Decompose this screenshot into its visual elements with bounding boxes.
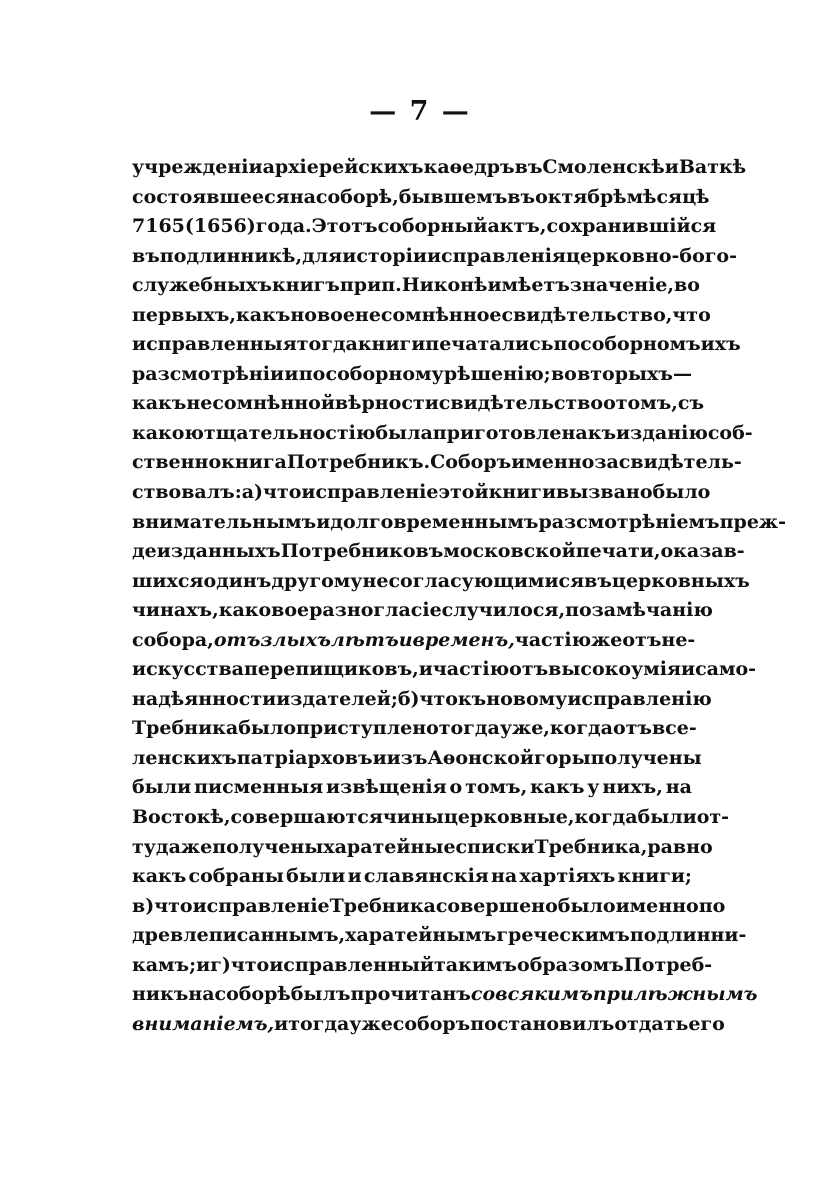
word: была	[375, 421, 433, 444]
word: исправленіе	[301, 481, 439, 504]
word: и	[680, 658, 696, 681]
word: же	[180, 835, 213, 858]
word: и	[316, 510, 331, 533]
word: было	[238, 717, 297, 740]
word: сохранившійся	[546, 215, 717, 238]
word: совершаются	[230, 806, 383, 829]
word: временъ,	[412, 628, 515, 651]
word: томъ,	[615, 392, 678, 415]
text-line	[132, 419, 753, 449]
word: исправленію	[567, 687, 712, 710]
word: хартіяхъ	[519, 865, 616, 888]
word: ственно	[132, 451, 222, 474]
word: Потребникъ.	[286, 451, 431, 474]
word: несогласующимися	[362, 569, 585, 592]
word: частію	[432, 658, 510, 681]
word: на	[188, 983, 215, 1006]
word: приготовлена	[432, 421, 588, 444]
text-line	[132, 744, 702, 774]
text-line	[132, 833, 713, 863]
word: года.	[255, 215, 312, 238]
word: вторыхъ—	[577, 362, 692, 385]
word: соборѣ,	[315, 185, 399, 208]
word: приступлено	[296, 717, 439, 740]
word: исторіи	[342, 244, 427, 267]
word: со	[470, 983, 496, 1006]
text-line	[132, 478, 711, 508]
word: къ	[457, 687, 487, 710]
word: изъ	[386, 746, 428, 769]
word: засвидѣтель-	[594, 451, 742, 474]
word: о	[603, 392, 616, 415]
word: каѳедръ	[423, 156, 515, 178]
word: первыхъ,	[132, 303, 237, 326]
word: высокоумія	[548, 658, 681, 681]
word: изданныхъ	[156, 540, 281, 563]
word: книги	[357, 333, 426, 356]
text-line	[132, 862, 692, 892]
word: Аѳонской	[427, 746, 534, 769]
word: бывшемъ	[398, 185, 508, 208]
word: же	[591, 628, 623, 651]
word: соборномъ	[580, 333, 701, 356]
word: когда	[549, 717, 613, 740]
word: преж-	[719, 510, 786, 533]
word: московской	[443, 540, 576, 563]
word: что	[419, 687, 458, 710]
word: Ваткѣ	[678, 156, 747, 178]
text-line	[132, 508, 786, 538]
word: что	[154, 894, 193, 917]
text-line	[132, 980, 758, 1010]
word: и	[196, 953, 211, 976]
word: равно	[647, 835, 713, 858]
word: этой	[438, 481, 489, 504]
word: нихъ,	[602, 776, 663, 799]
word: лѣтъ	[330, 628, 399, 651]
word: именно	[615, 894, 699, 917]
word: замѣчанію	[591, 599, 713, 622]
word: какъ	[132, 865, 187, 888]
word: книга	[221, 451, 287, 474]
word: исправленныя	[132, 333, 297, 356]
word: октябрѣ	[535, 185, 627, 208]
word: печатались	[425, 333, 554, 356]
word: Востокѣ,	[132, 806, 231, 829]
word: по	[553, 333, 581, 356]
word: что	[672, 303, 711, 326]
word: отъ	[509, 658, 549, 681]
text-line	[132, 360, 692, 390]
word: получены	[212, 835, 324, 858]
text-line	[132, 714, 697, 744]
word: томъ,	[465, 776, 528, 799]
word: другому	[271, 569, 363, 592]
word: каковое	[218, 599, 310, 622]
word: де	[132, 540, 157, 563]
word: архіерейскихъ	[262, 156, 424, 178]
word: соборному	[325, 362, 444, 385]
word: ствовалъ:	[132, 481, 242, 504]
text-line	[132, 1010, 725, 1040]
word: камъ;	[132, 953, 197, 976]
word: горы	[533, 746, 591, 769]
word: соборный	[377, 215, 488, 238]
word: подлинникѣ,	[159, 244, 303, 267]
word: Потреб-	[623, 953, 713, 976]
word: для	[302, 244, 343, 267]
word: печати,	[575, 540, 661, 563]
word: вниманіемъ,	[132, 1012, 275, 1035]
word: какъ	[236, 303, 291, 326]
word: и	[372, 746, 387, 769]
word: оказав-	[660, 540, 745, 563]
word: тогда	[296, 333, 358, 356]
word: случилося,	[441, 599, 566, 622]
text-line	[132, 330, 741, 360]
word: служебныхъ	[132, 274, 272, 297]
word: вѣрности	[334, 392, 439, 415]
word: прилѣжнымъ	[592, 983, 758, 1006]
text-line	[132, 389, 705, 419]
text-line	[132, 242, 737, 272]
word: новому	[486, 687, 568, 710]
word: что	[230, 953, 270, 976]
word: и	[274, 1012, 289, 1035]
word: греческимъ	[496, 924, 630, 947]
word: и	[664, 156, 679, 178]
word: было	[557, 894, 616, 917]
word: писменныя	[194, 776, 324, 799]
word: харатейные	[323, 835, 456, 858]
word: при	[339, 274, 382, 297]
word: мѣсяцѣ	[626, 185, 710, 208]
body-text	[132, 153, 786, 1039]
word: и	[347, 865, 362, 888]
word: злыхъ	[260, 628, 331, 651]
word: состоявшееся	[132, 185, 290, 208]
word: само-	[695, 658, 757, 681]
word: ленскихъ	[132, 746, 237, 769]
word: по	[698, 894, 726, 917]
text-line	[132, 153, 747, 183]
word: во	[674, 274, 700, 297]
word: въ	[132, 244, 160, 267]
word: когда	[574, 806, 638, 829]
word: на	[491, 865, 518, 888]
word: совершено	[435, 894, 558, 917]
word: именно	[511, 451, 595, 474]
text-line	[132, 212, 717, 242]
word: Никонѣ	[401, 274, 488, 297]
word: никъ	[132, 983, 189, 1006]
text-line	[132, 803, 730, 833]
word: исправленіе	[192, 894, 330, 917]
word: во	[550, 362, 577, 385]
word: какъ	[132, 392, 187, 415]
word: соб-	[707, 421, 753, 444]
word: подлинни-	[629, 924, 747, 947]
word: церковныхъ	[611, 569, 750, 592]
word: (1656)	[184, 215, 256, 238]
word: по	[565, 599, 592, 622]
word: п.	[381, 274, 402, 297]
word: перепищиковъ,	[243, 658, 419, 681]
word: въ	[507, 185, 536, 208]
word: надѣянности	[132, 687, 277, 710]
word: были	[286, 865, 346, 888]
word: и	[398, 628, 413, 651]
word: собора,	[132, 628, 214, 651]
word: чинахъ,	[132, 599, 219, 622]
word: разногласіе	[309, 599, 442, 622]
word: г)	[210, 953, 231, 976]
word: образомъ	[517, 953, 624, 976]
word: соборъ	[392, 1012, 471, 1035]
word: а)	[241, 481, 264, 504]
word: Требника	[329, 894, 436, 917]
word: разсмотрѣніи	[132, 362, 285, 385]
page-number: — 7 —	[369, 96, 471, 127]
word: б)	[397, 687, 420, 710]
text-line	[132, 655, 757, 685]
word: уже,	[499, 717, 550, 740]
text-line	[132, 685, 712, 715]
text-line	[132, 567, 750, 597]
word: какою	[132, 421, 204, 444]
text-line	[132, 301, 711, 331]
word: церковно-бого-	[565, 244, 737, 267]
word: шихся	[132, 569, 204, 592]
word: ихъ	[700, 333, 741, 356]
word: были	[132, 776, 192, 799]
word: Смоленскѣ	[542, 156, 665, 178]
word: книги;	[617, 865, 692, 888]
word: были	[637, 806, 697, 829]
word: тогда	[438, 717, 500, 740]
word: что	[263, 481, 302, 504]
word: въ	[584, 569, 612, 592]
text-line	[132, 892, 726, 922]
word: соборѣ	[214, 983, 291, 1006]
word: отъ	[612, 717, 652, 740]
word: свидѣтельство,	[501, 303, 673, 326]
word: частію	[514, 628, 592, 651]
word: былъ	[290, 983, 351, 1006]
word: книги	[488, 481, 557, 504]
word: отъ	[622, 628, 662, 651]
word: извѣщенія	[326, 776, 447, 799]
word: какъ	[530, 776, 585, 799]
word: съ	[677, 392, 705, 415]
word: книгъ	[271, 274, 340, 297]
word: свидѣтельство	[438, 392, 604, 415]
word: славянскія	[363, 865, 489, 888]
word: 7165	[132, 215, 185, 238]
word: изданію	[616, 421, 708, 444]
word: уже	[349, 1012, 393, 1035]
word: туда	[132, 835, 181, 858]
word: Этотъ	[311, 215, 378, 238]
word: все-	[651, 717, 697, 740]
word: постановилъ	[470, 1012, 615, 1035]
word: Требника,	[534, 835, 648, 858]
word: древлеписаннымъ,	[132, 924, 346, 947]
word: вызвано	[556, 481, 653, 504]
word: его	[688, 1012, 725, 1035]
word: о	[449, 776, 463, 799]
word: в)	[132, 894, 155, 917]
word: у	[587, 776, 600, 799]
word: от-	[696, 806, 730, 829]
word: всякимъ	[495, 983, 593, 1006]
word: значеніе,	[569, 274, 675, 297]
word: патріарховъ	[236, 746, 373, 769]
word: Требника	[132, 717, 239, 740]
word: исправленный	[269, 953, 435, 976]
text-line	[132, 773, 692, 803]
word: харатейнымъ	[345, 924, 497, 947]
word: прочитанъ	[350, 983, 471, 1006]
word: такимъ	[434, 953, 518, 976]
word: несомнѣнное	[354, 303, 502, 326]
word: рѣшенію;	[443, 362, 551, 385]
text-line	[132, 596, 713, 626]
text-line	[132, 626, 696, 656]
word: издателей;	[276, 687, 398, 710]
word: новое	[290, 303, 355, 326]
word: было	[652, 481, 711, 504]
word: чины	[382, 806, 444, 829]
word: тогда	[288, 1012, 350, 1035]
word: по	[298, 362, 326, 385]
word: Потребниковъ	[280, 540, 444, 563]
word: списки	[455, 835, 535, 858]
word: разсмотрѣніемъ	[538, 510, 720, 533]
word: отъ	[213, 628, 261, 651]
word: одинъ	[203, 569, 272, 592]
word: получены	[590, 746, 702, 769]
word: искусства	[132, 658, 244, 681]
word: учрежденіи	[132, 156, 263, 178]
text-line	[132, 448, 742, 478]
word: имѣетъ	[487, 274, 570, 297]
word: внимательнымъ	[132, 510, 317, 533]
text-line	[132, 951, 713, 981]
word: несомнѣнной	[186, 392, 335, 415]
word: къ	[587, 421, 617, 444]
word: актъ,	[487, 215, 547, 238]
word: собраны	[188, 865, 284, 888]
word: церковные,	[443, 806, 575, 829]
text-line	[132, 271, 700, 301]
text-line	[132, 921, 747, 951]
word: отдать	[614, 1012, 689, 1035]
word: на	[289, 185, 316, 208]
text-line	[132, 537, 745, 567]
word: не-	[661, 628, 696, 651]
word: въ	[514, 156, 543, 178]
word: долговременнымъ	[330, 510, 539, 533]
word: Соборъ	[430, 451, 512, 474]
word: исправленія	[426, 244, 566, 267]
word: на	[665, 776, 692, 799]
word: и	[418, 658, 433, 681]
text-line	[132, 183, 710, 213]
word: и	[284, 362, 299, 385]
word: тщательностію	[203, 421, 376, 444]
